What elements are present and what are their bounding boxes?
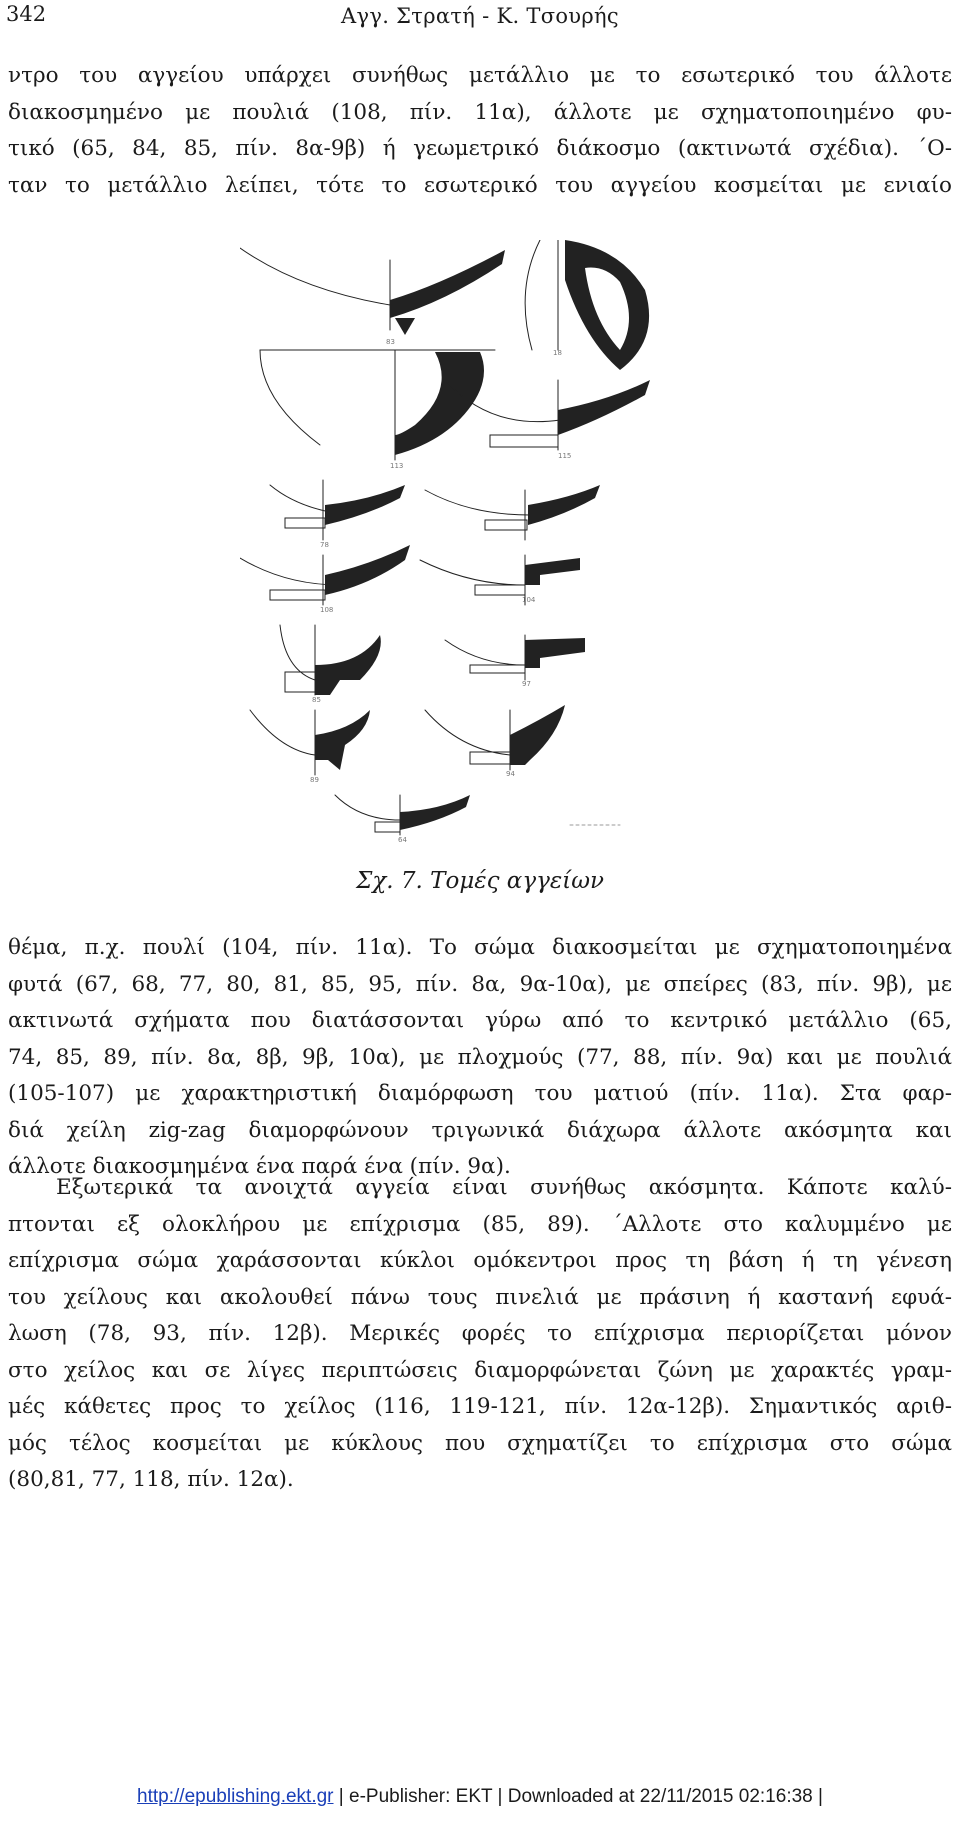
text-line: πτονται εξ ολοκλήρου με επίχρισμα (85, 89). ΄Αλλοτε στο καλυμμένο με [8,1211,952,1237]
figure-label: 78 [320,541,329,549]
figure-label: 18 [553,349,562,357]
vessel-section-89 [250,710,370,784]
paragraph-bottom [8,1170,952,1499]
footer-info: | e-Publisher: EKT | Downloaded at 22/11/2015 02:16:38 | [333,1786,823,1807]
figure-label: 64 [398,836,407,844]
text-line: μός τέλος κοσμείται με κύκλους που σχηματίζει το επίχρισμα στο σώμα [8,1430,952,1456]
paragraph-middle [8,930,952,1186]
text-line: φυτά (67, 68, 77, 80, 81, 85, 95, πίν. 8α, 9α-10α), με σπείρες (83, πίν. 9β), με [8,971,952,997]
paragraph-top [8,58,952,204]
text-line: τικό (65, 84, 85, πίν. 8α-9β) ή γεωμετρικό διάκοσμο (ακτινωτά σχέδια). ΄Ο- [8,136,952,161]
text-line: επίχρισμα σώμα χαράσσονται κύκλοι ομόκεντροι προς τη βάση ή τη γένεση [8,1248,952,1273]
text-line: διακοσμημένο με πουλιά (108, πίν. 11α), άλλοτε με σχηματοποιημένο φυ- [8,99,952,125]
vessel-section-18 [525,240,649,370]
running-title: Αγγ. Στρατή - Κ. Τσουρής [341,4,619,28]
vessel-section-85 [280,625,381,704]
vessel-section-97 [445,635,585,688]
text-line: ντρο του αγγείου υπάρχει συνήθως μετάλλιο με το εσωτερικό του άλλοτε [8,63,952,88]
text-line: άλλοτε διακοσμημένα ένα παρά ένα (πίν. 9α). [8,1154,511,1179]
vessel-sections-figure [240,240,660,855]
text-line: μές κάθετες προς το χείλος (116, 119-121, πίν. 12α-12β). Σημαντικός αριθ- [8,1394,952,1419]
text-line: Εξωτερικά τα ανοιχτά αγγεία είναι συνήθως ακόσμητα. Κάποτε καλύ- [56,1175,952,1200]
figure-caption: Σχ. 7. Τομές αγγείων [356,868,604,894]
text-line: ακτινωτά σχήματα που διατάσσονται γύρω από το κεντρικό μετάλλιο (65, [8,1008,952,1033]
figure-label: 113 [390,462,404,470]
epublishing-link[interactable]: http://epublishing.ekt.gr [137,1786,334,1807]
figure-label: 94 [506,770,515,778]
figure-label: 83 [386,338,395,346]
figure-label: 97 [522,680,531,688]
figure-label: 104 [522,596,536,604]
text-line: λωση (78, 93, πίν. 12β). Μερικές φορές το επίχρισμα περιορίζεται μόνον [8,1321,952,1346]
text-line: ταν το μετάλλιο λείπει, τότε το εσωτερικό του αγγείου κοσμείται με ενιαίο [8,172,952,198]
vessel-section-113 [260,350,495,470]
vessel-section-78 [270,480,405,549]
text-line: στο χείλος και σε λίγες περιπτώσεις διαμορφώνεται ζώνη με χαρακτές γραμ- [8,1357,952,1383]
text-line: θέμα, π.χ. πουλί (104, πίν. 11α). Το σώμα διακοσμείται με σχηματοποιημένα [8,935,952,960]
vessel-section-94 [425,705,565,778]
download-footer [0,1786,960,1808]
figure-label: 89 [310,776,319,784]
vessel-section-119 [425,485,600,540]
figure-label: 85 [312,696,321,704]
text-line: (80,81, 77, 118, πίν. 12α). [8,1467,294,1492]
vessel-section-83 [240,248,505,346]
vessel-section-108 [240,545,410,614]
page-number: 342 [6,2,47,26]
text-line: του χείλους και ακολουθεί πάνω τους πινελιά με πράσινη ή καστανή εφυά- [8,1284,952,1310]
text-line: (105-107) με χαρακτηριστική διαμόρφωση του ματιού (πίν. 11α). Στα φαρ- [8,1081,952,1106]
text-line: 74, 85, 89, πίν. 8α, 8β, 9β, 10α), με πλοχμούς (77, 88, πίν. 9α) και με πουλιά [8,1044,952,1070]
figure-label: 115 [558,452,572,460]
vessel-section-64 [335,795,470,844]
text-line: διά χείλη zig-zag διαμορφώνουν τριγωνικά διάχωρα άλλοτε ακόσμητα και [8,1117,952,1143]
figure-label: 108 [320,606,334,614]
vessel-section-104 [420,555,580,605]
